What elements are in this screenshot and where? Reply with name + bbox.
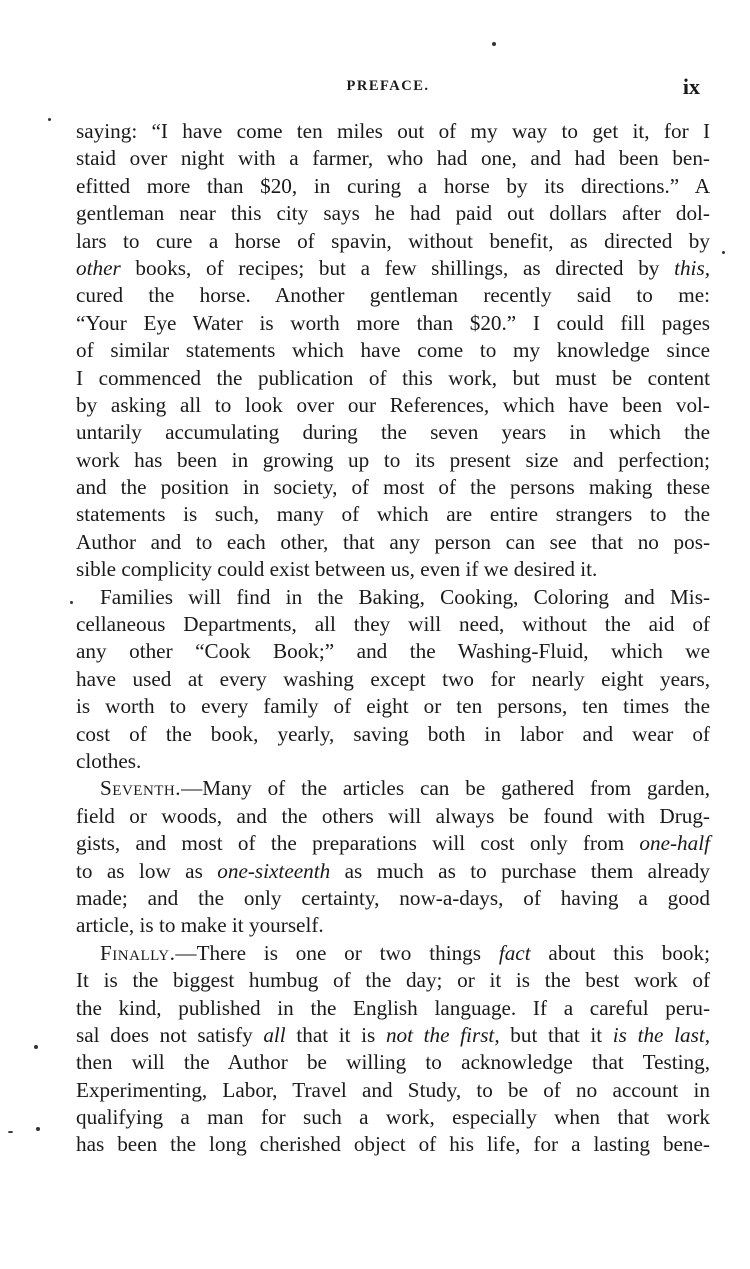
text-line: to as low as one-sixteenth as much as to purchase them already [76, 858, 710, 883]
text-line: cost of the book, yearly, saving both in labor and wear of [76, 721, 710, 746]
scan-speck [36, 1127, 40, 1131]
scan-speck [492, 42, 496, 46]
page-header [76, 76, 700, 102]
text-line: have used at every washing except two for nearly eight years, [76, 666, 710, 691]
text-line: Author and to each other, that any person can see that no pos- [76, 529, 710, 554]
text-line: any other “Cook Book;” and the Washing-Fluid, which we [76, 639, 710, 664]
text-line: sible complicity could exist between us, even if we desired it. [76, 557, 598, 582]
text-line: Experimenting, Labor, Travel and Study, to be of no account in [76, 1077, 710, 1102]
text-line: gists, and most of the preparations will cost only from one-half [76, 831, 710, 856]
text-line: saying: “I have come ten miles out of my way to get it, for I [76, 119, 710, 143]
text-line: statements is such, many of which are entire strangers to the [76, 502, 710, 527]
text-line: clothes. [76, 748, 142, 773]
text-line: field or woods, and the others will always be found with Drug- [76, 803, 710, 828]
text-line: is worth to every family of eight or ten persons, ten times the [76, 694, 710, 719]
scan-speck [722, 251, 725, 254]
text-line: of similar statements which have come to my knowledge since [76, 338, 710, 363]
text-line: untarily accumulating during the seven years in which the [76, 420, 710, 445]
scan-speck [34, 1045, 38, 1049]
text-line: I commenced the publication of this work, but must be content [76, 365, 710, 390]
scan-speck [8, 1131, 13, 1133]
text-line: article, is to make it yourself. [76, 913, 324, 938]
text-line: made; and the only certainty, now-a-days, of having a good [76, 885, 710, 910]
text-line: then will the Author be willing to acknowledge that Testing, [76, 1050, 710, 1075]
scan-speck [48, 118, 51, 121]
text-line: the kind, published in the English language. If a careful peru- [76, 995, 710, 1020]
text-line: sal does not satisfy all that it is not the first, but that it is the last, [76, 1022, 710, 1047]
text-line: by asking all to look over our References, which have been vol- [76, 392, 710, 417]
text-line: “Your Eye Water is worth more than $20.” I could fill pages [76, 310, 710, 335]
running-title: PREFACE. [346, 78, 430, 94]
text-line: cured the horse. Another gentleman recently said to me: [76, 283, 710, 308]
page-body [76, 118, 710, 1159]
text-line: has been the long cherished object of his life, for a lasting bene- [76, 1132, 710, 1157]
text-line: Seventh.—Many of the articles can be gathered from garden, [100, 776, 710, 801]
text-line: work has been in growing up to its present size and perfection; [76, 447, 710, 472]
text-line: and the position in society, of most of the persons making these [76, 475, 710, 500]
text-line: cellaneous Departments, all they will need, without the aid of [76, 612, 710, 637]
text-line: efitted more than $20, in curing a horse by its directions.” A [76, 173, 710, 198]
text-line: It is the biggest humbug of the day; or it is the best work of [76, 968, 710, 993]
text-line: staid over night with a farmer, who had one, and had been ben- [76, 146, 710, 171]
text-line: qualifying a man for such a work, especially when that work [76, 1105, 710, 1130]
page-number: ix [682, 74, 700, 99]
text-line: Families will find in the Baking, Cooking, Coloring and Mis- [100, 584, 710, 609]
text-line: lars to cure a horse of spavin, without benefit, as directed by [76, 228, 710, 253]
scan-speck [70, 601, 73, 604]
text-line: gentleman near this city says he had paid out dollars after dol- [76, 201, 710, 226]
text-line: Finally.—There is one or two things fact about this book; [100, 940, 710, 965]
text-line: other books, of recipes; but a few shillings, as directed by this, [76, 255, 710, 280]
